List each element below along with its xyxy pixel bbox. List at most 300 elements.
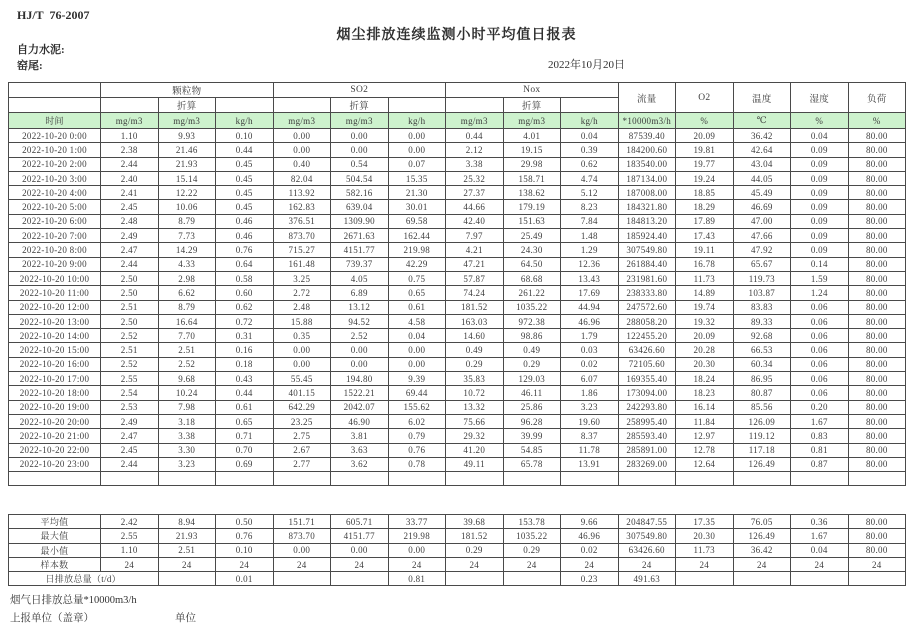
summary-row: [9, 529, 906, 543]
value-cell: 2.77: [273, 457, 331, 471]
value-cell: 307549.80: [618, 529, 676, 543]
table-row: [9, 357, 906, 371]
value-cell: 0.00: [331, 143, 389, 157]
value-cell: 0.04: [791, 543, 849, 557]
summary-row: [9, 515, 906, 529]
standard-code: HJ/T 76-2007: [17, 8, 90, 22]
value-cell: 283269.00: [618, 457, 676, 471]
value-cell: 0.46: [216, 229, 274, 243]
value-cell: 41.20: [446, 443, 504, 457]
value-cell: 18.85: [676, 186, 734, 200]
value-cell: 33.77: [388, 515, 446, 529]
value-cell: 1522.21: [331, 386, 389, 400]
value-cell: 80.00: [848, 257, 906, 271]
value-cell: 13.12: [331, 300, 389, 314]
table-row: [9, 143, 906, 157]
table-row: [9, 243, 906, 257]
value-cell: 2.52: [101, 329, 159, 343]
value-cell: 9.66: [561, 515, 619, 529]
value-cell: 12.78: [676, 443, 734, 457]
value-cell: 24: [388, 557, 446, 571]
value-cell: 2.98: [158, 271, 216, 285]
empty-cell: [561, 472, 619, 486]
value-cell: 10.06: [158, 200, 216, 214]
table-row: [9, 386, 906, 400]
value-cell: 376.51: [273, 214, 331, 228]
value-cell: 45.49: [733, 186, 791, 200]
value-cell: 122455.20: [618, 329, 676, 343]
column-label-load: 负荷: [848, 83, 906, 113]
value-cell: 162.83: [273, 200, 331, 214]
value-cell: 0.71: [216, 429, 274, 443]
value-cell: [331, 572, 389, 586]
value-cell: 3.63: [331, 443, 389, 457]
value-cell: 15.14: [158, 171, 216, 185]
value-cell: 11.73: [676, 271, 734, 285]
value-cell: 0.14: [791, 257, 849, 271]
value-cell: 23.25: [273, 414, 331, 428]
value-cell: 3.23: [158, 457, 216, 471]
summary-label-cell: 样本数: [9, 557, 101, 571]
value-cell: 2.54: [101, 386, 159, 400]
empty-cell: [216, 472, 274, 486]
value-cell: 0.00: [388, 129, 446, 143]
value-cell: 8.37: [561, 429, 619, 443]
value-cell: 14.29: [158, 243, 216, 257]
value-cell: 80.00: [848, 300, 906, 314]
value-cell: 401.15: [273, 386, 331, 400]
value-cell: 2.52: [331, 329, 389, 343]
value-cell: 6.89: [331, 286, 389, 300]
time-column-label: 时间: [9, 113, 101, 129]
value-cell: 0.83: [791, 429, 849, 443]
value-cell: 3.25: [273, 271, 331, 285]
value-cell: 0.50: [216, 515, 274, 529]
value-cell: 7.98: [158, 400, 216, 414]
time-cell: 2022-10-20 23:00: [9, 457, 101, 471]
value-cell: 8.79: [158, 300, 216, 314]
value-cell: 0.06: [791, 372, 849, 386]
value-cell: 155.62: [388, 400, 446, 414]
table-row: [9, 129, 906, 143]
value-cell: 2.51: [158, 343, 216, 357]
value-cell: 642.29: [273, 400, 331, 414]
value-cell: 80.00: [848, 329, 906, 343]
table-row: [9, 171, 906, 185]
value-cell: 80.00: [848, 357, 906, 371]
value-cell: 504.54: [331, 171, 389, 185]
value-cell: 80.00: [848, 529, 906, 543]
value-cell: 2.44: [101, 157, 159, 171]
value-cell: 80.00: [848, 343, 906, 357]
monitoring-table: [8, 82, 906, 486]
unit-label: mg/m3: [446, 113, 504, 129]
value-cell: 582.16: [331, 186, 389, 200]
value-cell: 82.04: [273, 171, 331, 185]
empty-cell: [848, 472, 906, 486]
value-cell: 0.09: [791, 200, 849, 214]
value-cell: 85.56: [733, 400, 791, 414]
value-cell: 258995.40: [618, 414, 676, 428]
header-blank-cell: [101, 98, 159, 113]
column-label-o2: O2: [676, 83, 734, 113]
company-label: 自力水泥:: [17, 44, 65, 56]
value-cell: 24: [503, 557, 561, 571]
value-cell: 47.66: [733, 229, 791, 243]
value-cell: 0.60: [216, 286, 274, 300]
value-cell: 63426.60: [618, 543, 676, 557]
value-cell: 24: [273, 557, 331, 571]
empty-cell: [503, 472, 561, 486]
value-cell: 46.69: [733, 200, 791, 214]
value-cell: 24: [676, 557, 734, 571]
value-cell: [676, 572, 734, 586]
value-cell: 0.01: [216, 572, 274, 586]
value-cell: 4.05: [331, 271, 389, 285]
value-cell: 0.65: [216, 414, 274, 428]
value-cell: 17.69: [561, 286, 619, 300]
time-cell: 2022-10-20 2:00: [9, 157, 101, 171]
value-cell: [158, 572, 216, 586]
value-cell: 7.73: [158, 229, 216, 243]
value-cell: [848, 572, 906, 586]
value-cell: 43.04: [733, 157, 791, 171]
value-cell: 0.09: [791, 243, 849, 257]
value-cell: 639.04: [331, 200, 389, 214]
value-cell: 0.09: [791, 143, 849, 157]
value-cell: 0.00: [331, 129, 389, 143]
value-cell: 2.48: [101, 214, 159, 228]
value-cell: 2.45: [101, 200, 159, 214]
table-row: [9, 200, 906, 214]
empty-cell: [331, 472, 389, 486]
value-cell: 9.68: [158, 372, 216, 386]
value-cell: 35.83: [446, 372, 504, 386]
value-cell: 12.22: [158, 186, 216, 200]
value-cell: 46.96: [561, 314, 619, 328]
value-cell: 15.35: [388, 171, 446, 185]
value-cell: 0.76: [216, 529, 274, 543]
value-cell: 0.10: [216, 129, 274, 143]
value-cell: 231981.60: [618, 271, 676, 285]
header-blank-cell: [216, 98, 274, 113]
value-cell: 0.49: [446, 343, 504, 357]
value-cell: 13.91: [561, 457, 619, 471]
value-cell: 39.68: [446, 515, 504, 529]
value-cell: 0.62: [216, 300, 274, 314]
value-cell: 19.74: [676, 300, 734, 314]
value-cell: 27.37: [446, 186, 504, 200]
value-cell: 0.09: [791, 186, 849, 200]
value-cell: 2.47: [101, 243, 159, 257]
value-cell: 87539.40: [618, 129, 676, 143]
time-cell: 2022-10-20 0:00: [9, 129, 101, 143]
value-cell: 2.50: [101, 286, 159, 300]
value-cell: 0.09: [791, 157, 849, 171]
value-cell: 18.29: [676, 200, 734, 214]
value-cell: 19.24: [676, 171, 734, 185]
value-cell: 0.45: [216, 157, 274, 171]
value-cell: 24: [158, 557, 216, 571]
value-cell: 19.77: [676, 157, 734, 171]
daily-total-label-cell: 日排放总量（t/d）: [9, 572, 159, 586]
value-cell: 64.50: [503, 257, 561, 271]
value-cell: 1.48: [561, 229, 619, 243]
value-cell: 0.44: [216, 143, 274, 157]
table-row: [9, 400, 906, 414]
unit-label: *10000m3/h: [618, 113, 676, 129]
table-row: [9, 343, 906, 357]
value-cell: 181.52: [446, 529, 504, 543]
column-label-humidity: 湿度: [791, 83, 849, 113]
sub-label-converted: 折算: [158, 98, 216, 113]
value-cell: 60.34: [733, 357, 791, 371]
value-cell: 4.58: [388, 314, 446, 328]
time-cell: 2022-10-20 9:00: [9, 257, 101, 271]
value-cell: 0.54: [331, 157, 389, 171]
daily-total-row: [9, 572, 906, 586]
time-cell: 2022-10-20 15:00: [9, 343, 101, 357]
data-rows: [9, 129, 906, 486]
value-cell: 80.00: [848, 414, 906, 428]
value-cell: 24: [331, 557, 389, 571]
value-cell: 89.33: [733, 314, 791, 328]
value-cell: 605.71: [331, 515, 389, 529]
table-row: [9, 186, 906, 200]
value-cell: 2.53: [101, 400, 159, 414]
value-cell: 2.55: [101, 372, 159, 386]
value-cell: 0.00: [331, 543, 389, 557]
value-cell: 0.29: [503, 543, 561, 557]
value-cell: 42.29: [388, 257, 446, 271]
value-cell: 19.81: [676, 143, 734, 157]
value-cell: 0.00: [273, 343, 331, 357]
value-cell: 5.12: [561, 186, 619, 200]
value-cell: 0.06: [791, 329, 849, 343]
value-cell: 80.00: [848, 543, 906, 557]
value-cell: 2.72: [273, 286, 331, 300]
value-cell: 29.32: [446, 429, 504, 443]
value-cell: 151.63: [503, 214, 561, 228]
unit-label: ℃: [733, 113, 791, 129]
value-cell: 80.00: [848, 372, 906, 386]
value-cell: 0.45: [216, 171, 274, 185]
value-cell: 92.68: [733, 329, 791, 343]
value-cell: 24: [561, 557, 619, 571]
table-row: [9, 214, 906, 228]
value-cell: 18.23: [676, 386, 734, 400]
value-cell: 285891.00: [618, 443, 676, 457]
value-cell: 0.00: [273, 143, 331, 157]
value-cell: 0.58: [216, 271, 274, 285]
value-cell: 2.51: [101, 343, 159, 357]
unit-label: mg/m3: [273, 113, 331, 129]
value-cell: 151.71: [273, 515, 331, 529]
value-cell: 16.64: [158, 314, 216, 328]
value-cell: 80.00: [848, 129, 906, 143]
value-cell: 0.00: [331, 343, 389, 357]
value-cell: 0.02: [561, 357, 619, 371]
value-cell: 1.24: [791, 286, 849, 300]
value-cell: 86.95: [733, 372, 791, 386]
value-cell: 2.38: [101, 143, 159, 157]
value-cell: 24: [618, 557, 676, 571]
value-cell: 0.45: [216, 186, 274, 200]
value-cell: 169355.40: [618, 372, 676, 386]
time-cell: 2022-10-20 10:00: [9, 271, 101, 285]
value-cell: 68.68: [503, 271, 561, 285]
page-title: 烟尘排放连续监测小时平均值日报表: [336, 28, 577, 43]
value-cell: 21.93: [158, 529, 216, 543]
flue-gas-total-label: 烟气日排放总量*10000m3/h: [10, 595, 137, 606]
value-cell: 54.85: [503, 443, 561, 457]
value-cell: 179.19: [503, 200, 561, 214]
unit-label: kg/h: [561, 113, 619, 129]
value-cell: 4.33: [158, 257, 216, 271]
value-cell: 183540.00: [618, 157, 676, 171]
value-cell: 0.00: [388, 143, 446, 157]
value-cell: 2.50: [101, 314, 159, 328]
empty-cell: [9, 472, 101, 486]
time-cell: 2022-10-20 16:00: [9, 357, 101, 371]
value-cell: 1.10: [101, 543, 159, 557]
value-cell: 0.39: [561, 143, 619, 157]
value-cell: 204847.55: [618, 515, 676, 529]
value-cell: 307549.80: [618, 243, 676, 257]
value-cell: 2.50: [101, 271, 159, 285]
value-cell: 219.98: [388, 529, 446, 543]
summary-rows: [9, 515, 906, 586]
value-cell: 49.11: [446, 457, 504, 471]
value-cell: 11.78: [561, 443, 619, 457]
time-cell: 2022-10-20 13:00: [9, 314, 101, 328]
time-cell: 2022-10-20 20:00: [9, 414, 101, 428]
value-cell: 0.36: [791, 515, 849, 529]
value-cell: 80.00: [848, 271, 906, 285]
value-cell: 2.52: [101, 357, 159, 371]
time-cell: 2022-10-20 11:00: [9, 286, 101, 300]
value-cell: 194.80: [331, 372, 389, 386]
value-cell: 21.93: [158, 157, 216, 171]
value-cell: 3.30: [158, 443, 216, 457]
value-cell: 3.38: [158, 429, 216, 443]
value-cell: 72105.60: [618, 357, 676, 371]
time-cell: 2022-10-20 5:00: [9, 200, 101, 214]
value-cell: 80.00: [848, 186, 906, 200]
value-cell: 19.15: [503, 143, 561, 157]
empty-cell: [676, 472, 734, 486]
value-cell: 80.00: [848, 429, 906, 443]
value-cell: 42.64: [733, 143, 791, 157]
header-blank-cell: [446, 98, 504, 113]
value-cell: 0.04: [388, 329, 446, 343]
value-cell: 2.44: [101, 257, 159, 271]
value-cell: 247572.60: [618, 300, 676, 314]
value-cell: 162.44: [388, 229, 446, 243]
value-cell: 8.94: [158, 515, 216, 529]
value-cell: 0.81: [791, 443, 849, 457]
unit-label: %: [848, 113, 906, 129]
header-blank-cell: [9, 98, 101, 113]
value-cell: 0.72: [216, 314, 274, 328]
value-cell: 715.27: [273, 243, 331, 257]
value-cell: 119.12: [733, 429, 791, 443]
value-cell: 24: [791, 557, 849, 571]
value-cell: 0.00: [273, 543, 331, 557]
value-cell: 74.24: [446, 286, 504, 300]
header-blank-cell: [561, 98, 619, 113]
empty-cell: [791, 472, 849, 486]
value-cell: 2.44: [101, 457, 159, 471]
value-cell: 0.18: [216, 357, 274, 371]
time-cell: 2022-10-20 18:00: [9, 386, 101, 400]
value-cell: 0.04: [561, 129, 619, 143]
value-cell: 4151.77: [331, 529, 389, 543]
value-cell: 2042.07: [331, 400, 389, 414]
value-cell: 739.37: [331, 257, 389, 271]
table-row: [9, 314, 906, 328]
header-blank-cell: [273, 98, 331, 113]
value-cell: 0.00: [388, 543, 446, 557]
value-cell: 0.40: [273, 157, 331, 171]
value-cell: 69.58: [388, 214, 446, 228]
value-cell: 19.11: [676, 243, 734, 257]
value-cell: 29.98: [503, 157, 561, 171]
value-cell: 47.21: [446, 257, 504, 271]
value-cell: 0.06: [791, 300, 849, 314]
value-cell: 2.12: [446, 143, 504, 157]
value-cell: 24: [101, 557, 159, 571]
value-cell: 0.65: [388, 286, 446, 300]
value-cell: 2.75: [273, 429, 331, 443]
value-cell: 0.46: [216, 214, 274, 228]
time-cell: 2022-10-20 14:00: [9, 329, 101, 343]
value-cell: 25.49: [503, 229, 561, 243]
value-cell: 0.31: [216, 329, 274, 343]
value-cell: 2.51: [158, 543, 216, 557]
value-cell: 18.24: [676, 372, 734, 386]
value-cell: 36.42: [733, 129, 791, 143]
value-cell: 80.87: [733, 386, 791, 400]
value-cell: 184321.80: [618, 200, 676, 214]
value-cell: 3.62: [331, 457, 389, 471]
value-cell: 161.48: [273, 257, 331, 271]
header-blank-cell: [9, 83, 101, 98]
value-cell: 119.73: [733, 271, 791, 285]
value-cell: 163.03: [446, 314, 504, 328]
value-cell: 129.03: [503, 372, 561, 386]
value-cell: 0.10: [216, 543, 274, 557]
group-label-nox: Nox: [446, 83, 619, 98]
value-cell: 0.87: [791, 457, 849, 471]
value-cell: 44.66: [446, 200, 504, 214]
value-cell: 1.67: [791, 529, 849, 543]
empty-cell: [446, 472, 504, 486]
value-cell: 238333.80: [618, 286, 676, 300]
value-cell: 138.62: [503, 186, 561, 200]
value-cell: [503, 572, 561, 586]
empty-row: [9, 472, 906, 486]
summary-label-cell: 最小值: [9, 543, 101, 557]
value-cell: 0.45: [216, 200, 274, 214]
value-cell: 25.86: [503, 400, 561, 414]
value-cell: 1.86: [561, 386, 619, 400]
time-cell: 2022-10-20 22:00: [9, 443, 101, 457]
value-cell: 1309.90: [331, 214, 389, 228]
value-cell: 76.05: [733, 515, 791, 529]
value-cell: 10.72: [446, 386, 504, 400]
value-cell: 80.00: [848, 229, 906, 243]
